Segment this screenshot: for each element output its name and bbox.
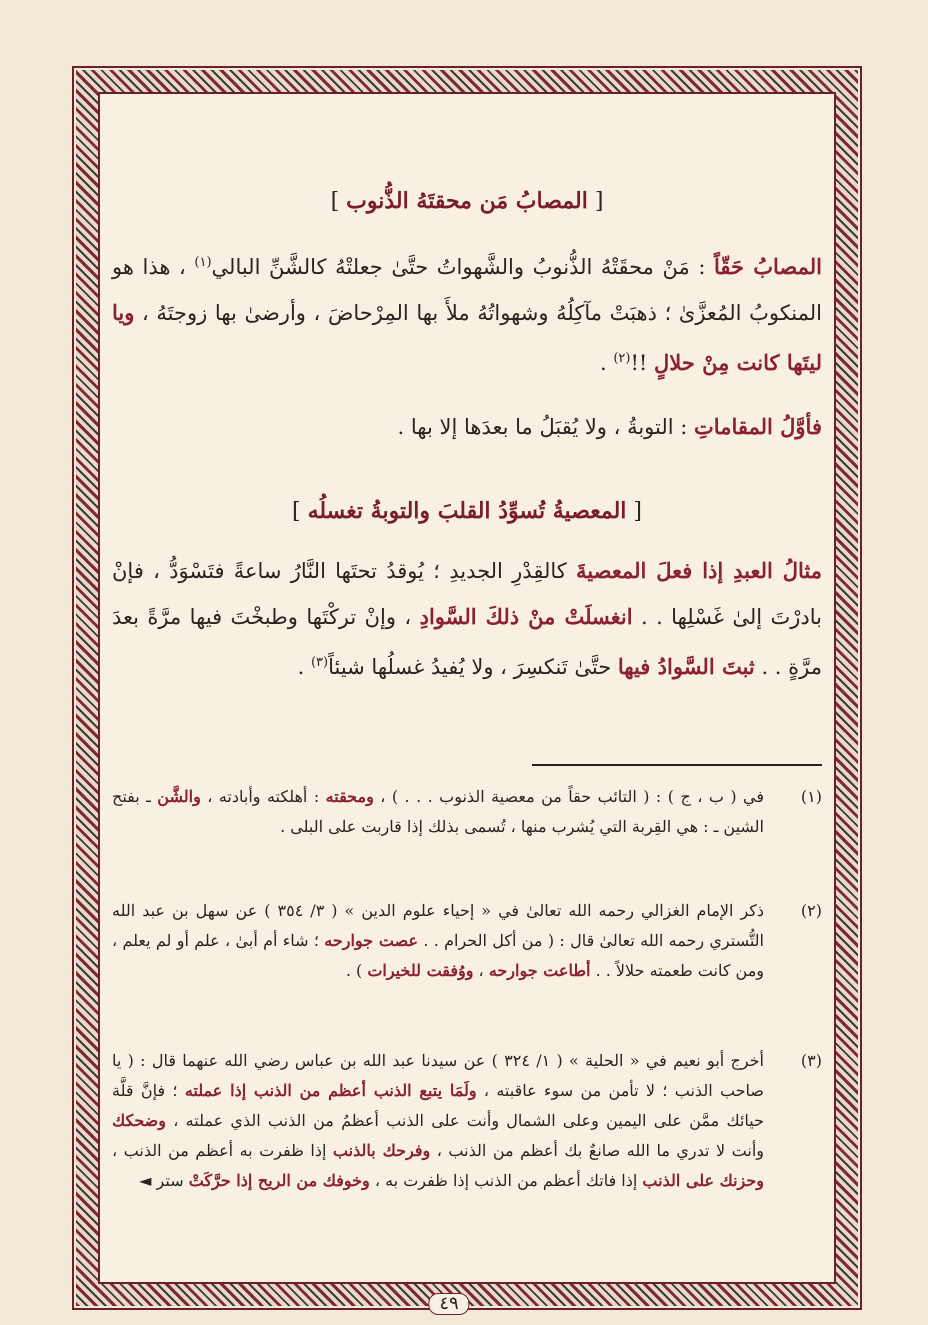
footnote-number: (٢) bbox=[800, 901, 822, 920]
highlight-text: فأوَّلُ المقاماتِ bbox=[694, 414, 822, 439]
footnote-ref-2: (٢) bbox=[613, 351, 631, 366]
highlight-text: المصابُ حَقّاً bbox=[714, 254, 822, 279]
page-content bbox=[112, 100, 822, 1270]
paragraph-1: المصابُ حَقّاً : مَنْ محقَتْهُ الذُّنوبُ والشَّهواتُ حتَّىٰ جعلتْهُ كالشَّنِّ البالي$^{(١)}$ ، هذا هو المنكوبُ المُعزَّىٰ ؛ ذهبَتْ مآكِلُهُ وشهواتُهُ ملأَ بها المِرْحاضَ ، وأرضىٰ بها زوجتَهُ ، ويا ليتَها كانت مِنْ حلالٍ !!$^{(٢)}$ . bbox=[112, 254, 822, 375]
footnote-1: (١) في ( ب ، ج ) : ( التائب حقاً من معصية الذنوب . . . ) ، ومحقته : أهلكته وأبادته ، والشَّن ـ بفتح الشين ـ : هي القِربة التي يُشرب منها ، تُسمى بذلك إذا قاربت على البلى . bbox=[112, 782, 822, 842]
paragraph-3: مثالُ العبدِ إذا فعلَ المعصيةَ كالقِدْرِ الجديدِ ؛ يُوقدُ تحتَها النَّارُ ساعةً فتَسْوَدُّ ، فإنْ بادرْتَ إلىٰ غَسْلِها . . انغسلَتْ منْ ذلكَ السَّوادِ ، وإنْ تركْتَها وطبخْتَ فيها مرَّةً بعدَ مرَّةٍ . . ثبتَ السَّوادُ فيها حتَّىٰ تَنكسِرَ ، ولا يُفيدُ غسلُها شيئاً$^{(٣)}$ . bbox=[112, 558, 823, 679]
page-number: ٤٩ bbox=[428, 1293, 469, 1315]
highlight-text: مثالُ العبدِ إذا فعلَ المعصيةَ bbox=[576, 558, 822, 583]
footnote-3: (٣) أخرج أبو نعيم في « الحلية » ( ١/ ٣٢٤ ) عن سيدنا عبد الله بن عباس رضي الله عنهما قال : ( يا صاحب الذنب ؛ لا تأمن من سوء عاقبته ، ولَمَا يتبع الذنب أعظم من الذنب إذا عملته ؛ فإنَّ قلَّة حيائك ممَّن على اليمين وعلى الشمال وأنت على الذنب أعظمُ من الذنب الذي عملته ، وضحكك وأنت لا تدري ما الله صانعٌ بك أعظم من الذنب ، وفرحك بالذنب إذا ظفرت به أعظم من الذنب ، وحزنك على الذنب إذا فاتك أعظم من الذنب إذا ظفرت به ، وخوفك من الريح إذا حرَّكَتْ ستر ◄ bbox=[112, 1046, 822, 1196]
paragraph-2: فأوَّلُ المقاماتِ : التوبةُ ، ولا يُقبَلُ ما بعدَها إلا بها . bbox=[397, 414, 822, 439]
footnote-separator bbox=[532, 764, 822, 766]
footnote-2: (٢) ذكر الإمام الغزالي رحمه الله تعالىٰ في « إحياء علوم الدين » ( ٣/ ٣٥٤ ) عن سهل بن عبد الله التُّستري رحمه الله تعالىٰ قال : ( من أكل الحرام . . عصت جوارحه ؛ شاء أم أبىٰ ، علم أو لم يعلم ، ومن كانت طعمته حلالاً . . أطاعت جوارحه ، ووُفقت للخيرات ) . bbox=[112, 896, 822, 986]
highlight-text: ويا ليتَها كانت مِنْ حلالٍ bbox=[112, 300, 822, 375]
footnote-number: (١) bbox=[800, 787, 822, 806]
highlight-text: ثبتَ السَّوادُ فيها bbox=[617, 654, 755, 679]
section-heading-2: [ المعصيةُ تُسوِّدُ القلبَ والتوبةُ تغسلُه ] bbox=[292, 498, 642, 524]
section-heading-1: [ المصابُ مَن محقتَهُ الذُّنوب ] bbox=[330, 188, 604, 214]
footnote-ref-3: (٣) bbox=[310, 655, 329, 670]
highlight-text: انغسلَتْ منْ ذلكَ السَّوادِ bbox=[419, 604, 633, 629]
footnote-number: (٣) bbox=[800, 1051, 822, 1070]
footnote-ref-1: (١) bbox=[194, 255, 212, 270]
